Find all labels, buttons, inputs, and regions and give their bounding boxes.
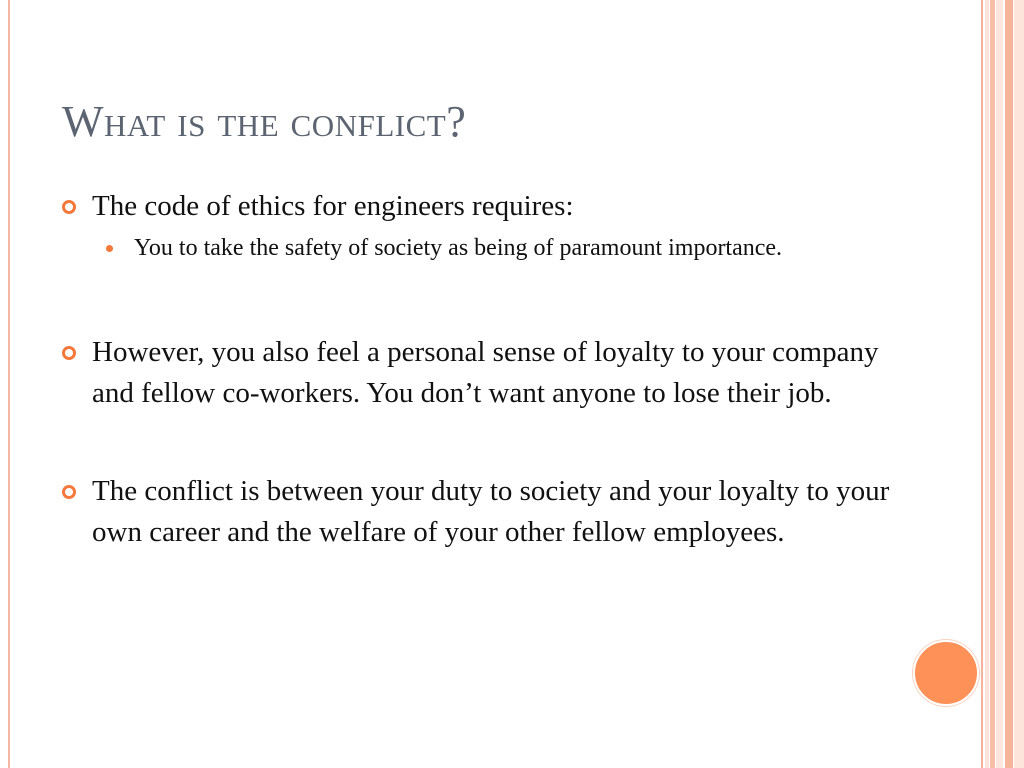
bullet-text: The conflict is between your duty to society and your loyalty to your own career and the welfare of your other fellow employees.: [92, 475, 890, 548]
right-stripe: [1005, 0, 1013, 768]
right-stripe: [981, 0, 983, 768]
slide-body: [62, 186, 922, 553]
sub-bullet-item: [106, 231, 922, 266]
dot-bullet-icon: [106, 245, 113, 252]
bullet-item: [62, 471, 922, 553]
right-stripe: [1014, 0, 1024, 768]
circle-bullet-icon: [62, 200, 76, 214]
circle-bullet-icon: [62, 346, 76, 360]
slide-title: What is the conflict?: [62, 97, 467, 146]
bullet-item: [62, 332, 922, 414]
bullet-text: The code of ethics for engineers requires:: [92, 190, 574, 222]
bullet-text: However, you also feel a personal sense of loyalty to your company and fellow co-workers. You don’t want anyone to lose their job.: [92, 336, 879, 409]
right-stripe: [996, 0, 1003, 768]
circle-bullet-icon: [62, 485, 76, 499]
decorative-circle: [913, 640, 979, 706]
right-stripe: [990, 0, 995, 768]
bullet-item: [62, 186, 922, 227]
right-stripe: [985, 0, 989, 768]
sub-bullet-text: You to take the safety of society as being of paramount importance.: [134, 235, 783, 261]
left-border-line: [8, 0, 10, 768]
